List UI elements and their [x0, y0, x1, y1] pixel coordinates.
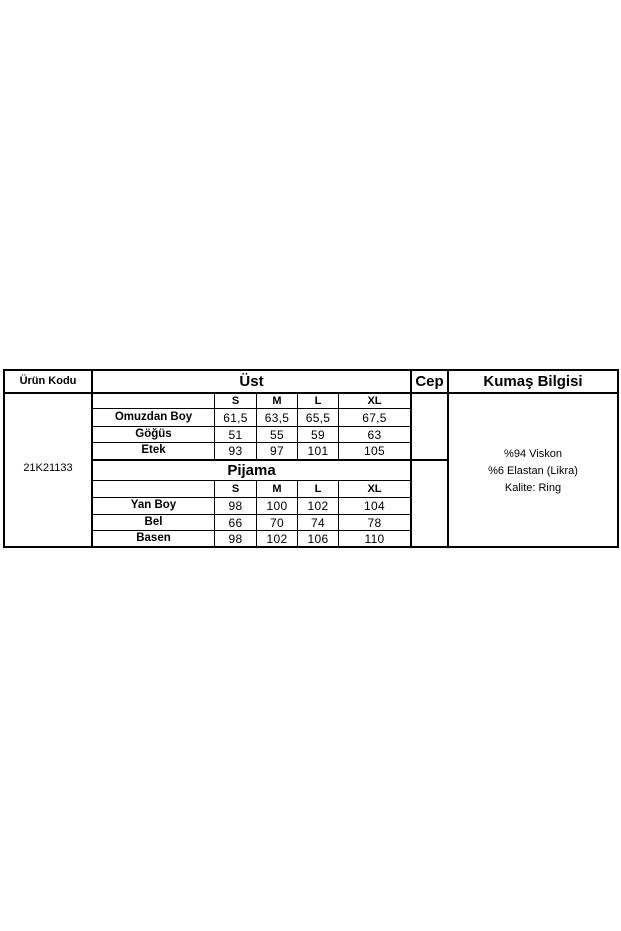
pajama-row-value: 104 [364, 499, 385, 513]
pajama-size-s: S [231, 482, 240, 495]
fabric-line: Kalite: Ring [504, 482, 562, 494]
top-row-value: 61,5 [223, 410, 248, 425]
pajama-row-label: Bel [144, 515, 163, 528]
top-row-value: 51 [228, 427, 243, 442]
pajama-row-label: Yan Boy [130, 499, 177, 512]
pajama-row-value: 66 [228, 515, 243, 530]
pajama-row-value: 74 [311, 515, 325, 530]
top-row-label: Omuzdan Boy [114, 410, 193, 423]
top-row-value: 105 [364, 444, 385, 458]
pajama-row-label: Basen [136, 531, 171, 544]
header-pocket: Cep [415, 373, 444, 390]
pajama-row-value: 98 [228, 531, 243, 546]
top-row-value: 101 [307, 444, 329, 458]
top-row-value: 93 [228, 444, 243, 458]
fabric-info [449, 446, 617, 497]
top-row-value: 55 [270, 427, 284, 442]
frame-bottom [3, 546, 619, 548]
header-fabric: Kumaş Bilgisi [483, 373, 583, 390]
pajama-row-value: 106 [307, 531, 329, 546]
top-row-value: 63,5 [264, 410, 290, 425]
pajama-row-value: 102 [266, 531, 288, 546]
pajama-row-value: 78 [367, 515, 382, 530]
top-size-s: S [231, 394, 240, 407]
top-row-value: 65,5 [305, 410, 331, 425]
product-code: 21K21133 [23, 461, 73, 474]
top-row-value: 63 [367, 427, 382, 442]
pajama-size-xl: XL [367, 482, 382, 495]
fabric-line: %6 Elastan (Likra) [488, 465, 578, 477]
pajama-row-value: 110 [364, 531, 385, 546]
pajama-row-value: 102 [307, 499, 329, 513]
top-row-label: Etek [141, 444, 166, 457]
pajama-size-m: M [272, 482, 282, 495]
top-row-label: Göğüs [135, 427, 172, 440]
pajama-title: Pijama [227, 462, 276, 479]
top-size-xl: XL [367, 394, 382, 407]
frame-right [617, 369, 619, 548]
pajama-row-value: 70 [270, 515, 284, 530]
header-top: Üst [239, 373, 264, 390]
top-size-l: L [314, 394, 322, 407]
pajama-row-value: 98 [228, 499, 243, 513]
pajama-size-l: L [314, 482, 322, 495]
top-row-value: 97 [270, 444, 284, 458]
top-row-value: 59 [311, 427, 325, 442]
cep-split [410, 459, 449, 461]
header-product-code: Ürün Kodu [19, 375, 77, 387]
fabric-line: %94 Viskon [504, 448, 562, 460]
pajama-row-value: 100 [266, 499, 288, 513]
top-row-value: 67,5 [362, 410, 387, 425]
top-size-m: M [272, 394, 282, 407]
